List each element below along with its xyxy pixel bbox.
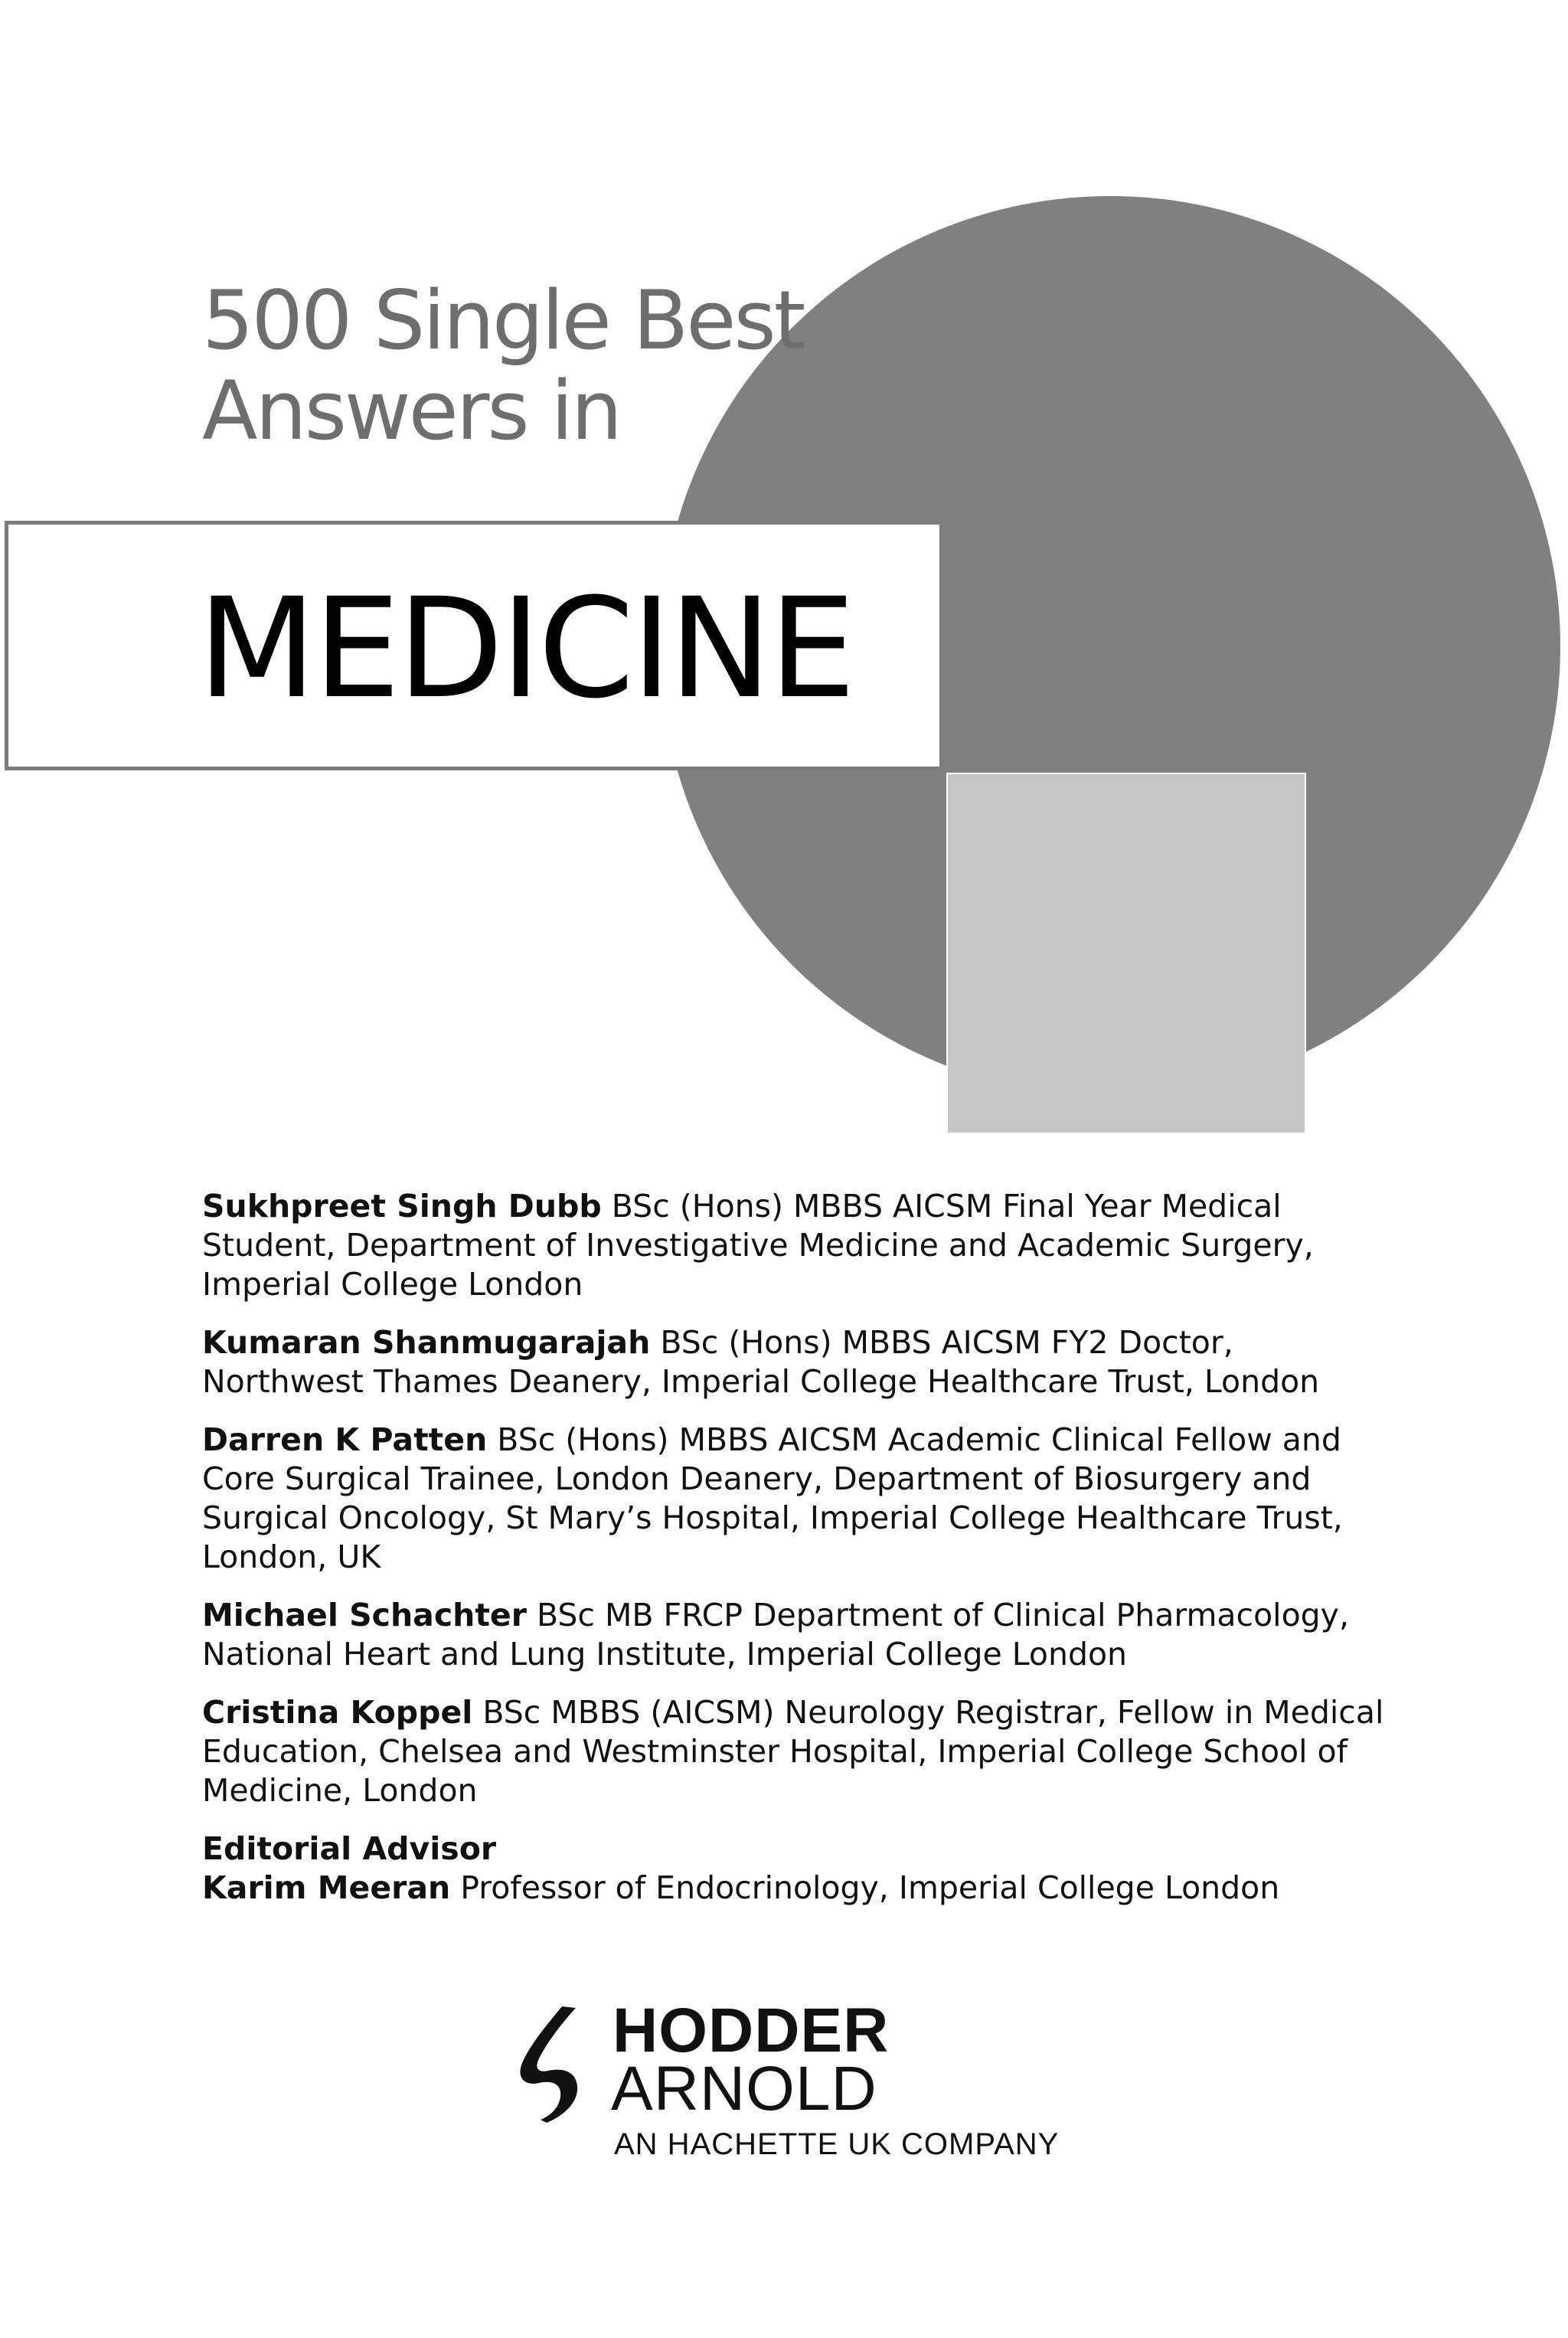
- author-entry: [202, 1323, 1396, 1401]
- author-name: Darren K Patten: [202, 1421, 488, 1458]
- publisher-tagline: AN HACHETTE UK COMPANY: [614, 2127, 1060, 2161]
- advisor-name: Karim Meeran: [202, 1869, 451, 1906]
- cover-subtitle: [202, 273, 804, 458]
- hodder-swash-icon: [508, 2000, 600, 2123]
- author-details: BSc MBBS (AICSM) Neurology Registrar, Fellow in Medical Education, Chelsea and Westminster Hospital, Imperial College School of Medicine, London: [202, 1694, 1384, 1809]
- subtitle-line-2: Answers in: [202, 364, 620, 458]
- author-entry: [202, 1596, 1396, 1674]
- author-entry: [202, 1421, 1396, 1577]
- author-name: Michael Schachter: [202, 1597, 527, 1633]
- book-title: MEDICINE: [198, 569, 853, 729]
- decorative-square: [946, 773, 1306, 1134]
- author-entry: [202, 1187, 1396, 1304]
- author-name: Kumaran Shanmugarajah: [202, 1324, 651, 1361]
- author-name: Cristina Koppel: [202, 1694, 473, 1731]
- publisher-name-line1: HODDER: [612, 1996, 890, 2065]
- author-name: Sukhpreet Singh Dubb: [202, 1188, 602, 1225]
- publisher-name-line2: ARNOLD: [611, 2054, 877, 2124]
- author-list: [202, 1187, 1396, 1927]
- advisor-heading: Editorial Advisor: [202, 1830, 497, 1867]
- author-details: BSc (Hons) MBBS AICSM FY2 Doctor, Northwest Thames Deanery, Imperial College Healthcare Trust, London: [202, 1324, 1320, 1400]
- editorial-advisor: [202, 1830, 1396, 1908]
- publisher-logo: [508, 1996, 1090, 2169]
- subtitle-line-1: 500 Single Best: [202, 273, 804, 368]
- author-details: BSc MB FRCP Department of Clinical Pharmacology, National Heart and Lung Institute, Imperial College London: [202, 1597, 1349, 1673]
- author-details: BSc (Hons) MBBS AICSM Academic Clinical Fellow and Core Surgical Trainee, London Deanery, Department of Biosurgery and Surgical Oncology, St Mary’s Hospital, Imperial College Healthcare Trust, London, UK: [202, 1421, 1343, 1575]
- author-details: BSc (Hons) MBBS AICSM Final Year Medical Student, Department of Investigative Medicine and Academic Surgery, Imperial College London: [202, 1188, 1314, 1303]
- advisor-details: Professor of Endocrinology, Imperial College London: [450, 1869, 1280, 1906]
- author-entry: [202, 1693, 1396, 1810]
